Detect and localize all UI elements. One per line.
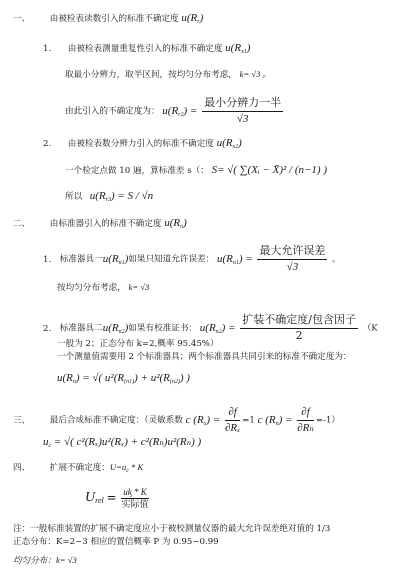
item-title: 由被检表测量重复性引入的标准不确定度: [67, 44, 223, 54]
combined-formula: [57, 372, 190, 386]
relative-uncertainty-formula: [85, 487, 151, 511]
text: =-1）: [315, 415, 341, 426]
denominator: √3: [236, 112, 249, 125]
denominator: ∂Rₓ: [224, 421, 241, 434]
fraction: [225, 406, 240, 434]
section-4-heading: [13, 463, 143, 475]
math-expression: $U=u_c * K$: [109, 462, 144, 474]
numerator: 扩装不确定度/包含因子: [240, 314, 358, 329]
math-expression: $u(R_r)$: [181, 12, 204, 25]
denominator: 实际值: [121, 500, 149, 511]
denominator: 2: [295, 328, 303, 342]
text-line: [57, 353, 352, 363]
math-expression: $u_c$ = √( c²(Rₓ)u²(Rₓ) + c²(Rₙ)u²(Rₙ) ): [43, 436, 202, 449]
math-expression: $u(R_{r3}) = S / √n$: [89, 190, 154, 203]
text-line: [57, 283, 149, 294]
math-expression: k= √3: [55, 555, 77, 565]
text: 如果有校准证书：: [128, 323, 198, 334]
item-1-line: [43, 245, 341, 273]
item-2-heading: [43, 137, 242, 151]
section-number: 三、: [13, 415, 31, 426]
text: 由此引入的不确定度为：: [65, 106, 160, 117]
formula-line: [65, 97, 285, 125]
item-number: 1.: [43, 44, 52, 54]
item-number: 1.: [43, 254, 52, 265]
text: （K: [362, 323, 378, 334]
text: =: [106, 490, 117, 505]
numerator: 最小分辨力一半: [202, 97, 283, 112]
section-2-heading: [13, 217, 187, 231]
numerator: ∂f: [297, 406, 314, 421]
fraction: [121, 487, 149, 511]
section-number: 二、: [13, 219, 31, 229]
text: 。: [332, 254, 341, 265]
section-title: 最后合成标准不确定度：（灵敏系数: [49, 415, 183, 426]
denominator: √3: [286, 260, 299, 273]
note-line-1: [13, 525, 330, 535]
text: =1: [242, 415, 255, 426]
item-number: 2.: [43, 139, 52, 149]
formula-lhs: $u(R_{r2})$ =: [162, 104, 198, 118]
text-line: [65, 164, 327, 177]
section-1-heading: [13, 12, 203, 26]
item-number: 2.: [43, 323, 52, 334]
text: 正态分布：K=2~3 相应的置信概率 P 为 0.95~0.99: [13, 537, 219, 547]
section-number: 一、: [13, 14, 31, 24]
fraction: [240, 314, 358, 342]
text: 一个测量值需要用 2 个标准器具；两个标准器具共同引来的标准不确定度为：: [57, 352, 352, 362]
math-expression: $u(R_{n1})$: [102, 252, 129, 266]
text: 如果只知道允许误差：: [128, 254, 215, 265]
numerator: ∂f: [225, 406, 240, 421]
fraction: [202, 97, 283, 125]
coefficient-2: c $(R_n)$ =: [257, 413, 293, 427]
text: 标准器具二: [59, 323, 103, 334]
formula-lhs: $U_{rel}$: [85, 490, 104, 506]
numerator: 最大允许误差: [257, 245, 327, 260]
formula-lhs: $u(R_{n2})$ =: [199, 321, 236, 335]
text-line: [65, 70, 271, 81]
math-expression: $u(R_{x1})$: [225, 42, 251, 55]
text: 均匀分布：: [13, 556, 56, 566]
coefficient-1: c $(R_x)$ =: [185, 413, 221, 427]
std-dev-formula: S= √( ∑(Xᵢ − X̄)² / (n−1) ): [211, 164, 328, 176]
denominator: ∂Rₙ: [297, 421, 314, 434]
formula-line: [65, 190, 153, 204]
section-number: 四、: [13, 463, 31, 473]
item-title: 由被检表数分辨力引入的标准不确定度: [67, 139, 214, 149]
math-expression: $u(R_{n2})$: [102, 321, 129, 335]
math-expression: $u(R_{x2})$: [216, 137, 242, 150]
math-expression: k= √3 。: [239, 69, 272, 79]
section-3-heading: [13, 406, 340, 434]
numerator: uᶄ * K: [121, 487, 149, 499]
text: 一般为 2；正态分布 k=2,概率 95.45%）: [57, 339, 219, 349]
text: 标准器具一: [59, 254, 103, 265]
math-expression: k= √3: [128, 282, 150, 292]
item-1-heading: [43, 42, 250, 56]
fraction: [297, 406, 314, 434]
section-title: 由标准器引入的标准不确定度: [49, 219, 162, 229]
fraction: [257, 245, 327, 273]
section-title: 由被检表读数引入的标准不确定度: [49, 14, 179, 24]
text: 取最小分辨力，取半区间，按均匀分布考虑，: [65, 70, 237, 80]
note-line-3: [13, 556, 77, 567]
text: 一个检定点做 10 遍，算标准差 s（：: [65, 166, 209, 176]
text: 注：一般标准装置的扩展不确定度应小于被校测量仪器的最大允许误差绝对值的 1/3: [13, 524, 331, 534]
note-line-2: [13, 538, 219, 548]
formula-lhs: $u(R_{n1})$ =: [216, 252, 253, 266]
math-expression: $u(R_n)$: [164, 217, 187, 230]
combined-uncertainty-formula: [43, 436, 201, 450]
text: 所以: [65, 192, 83, 202]
text: 按均匀分布考虑，: [57, 283, 126, 293]
math-expression: $u(R_n)$ = √( $u^2(R_{(n1)}) + u^2(R_{(n2)})$ ): [57, 372, 190, 385]
section-title: 扩展不确定度：: [49, 463, 110, 473]
text-line: [57, 340, 219, 350]
